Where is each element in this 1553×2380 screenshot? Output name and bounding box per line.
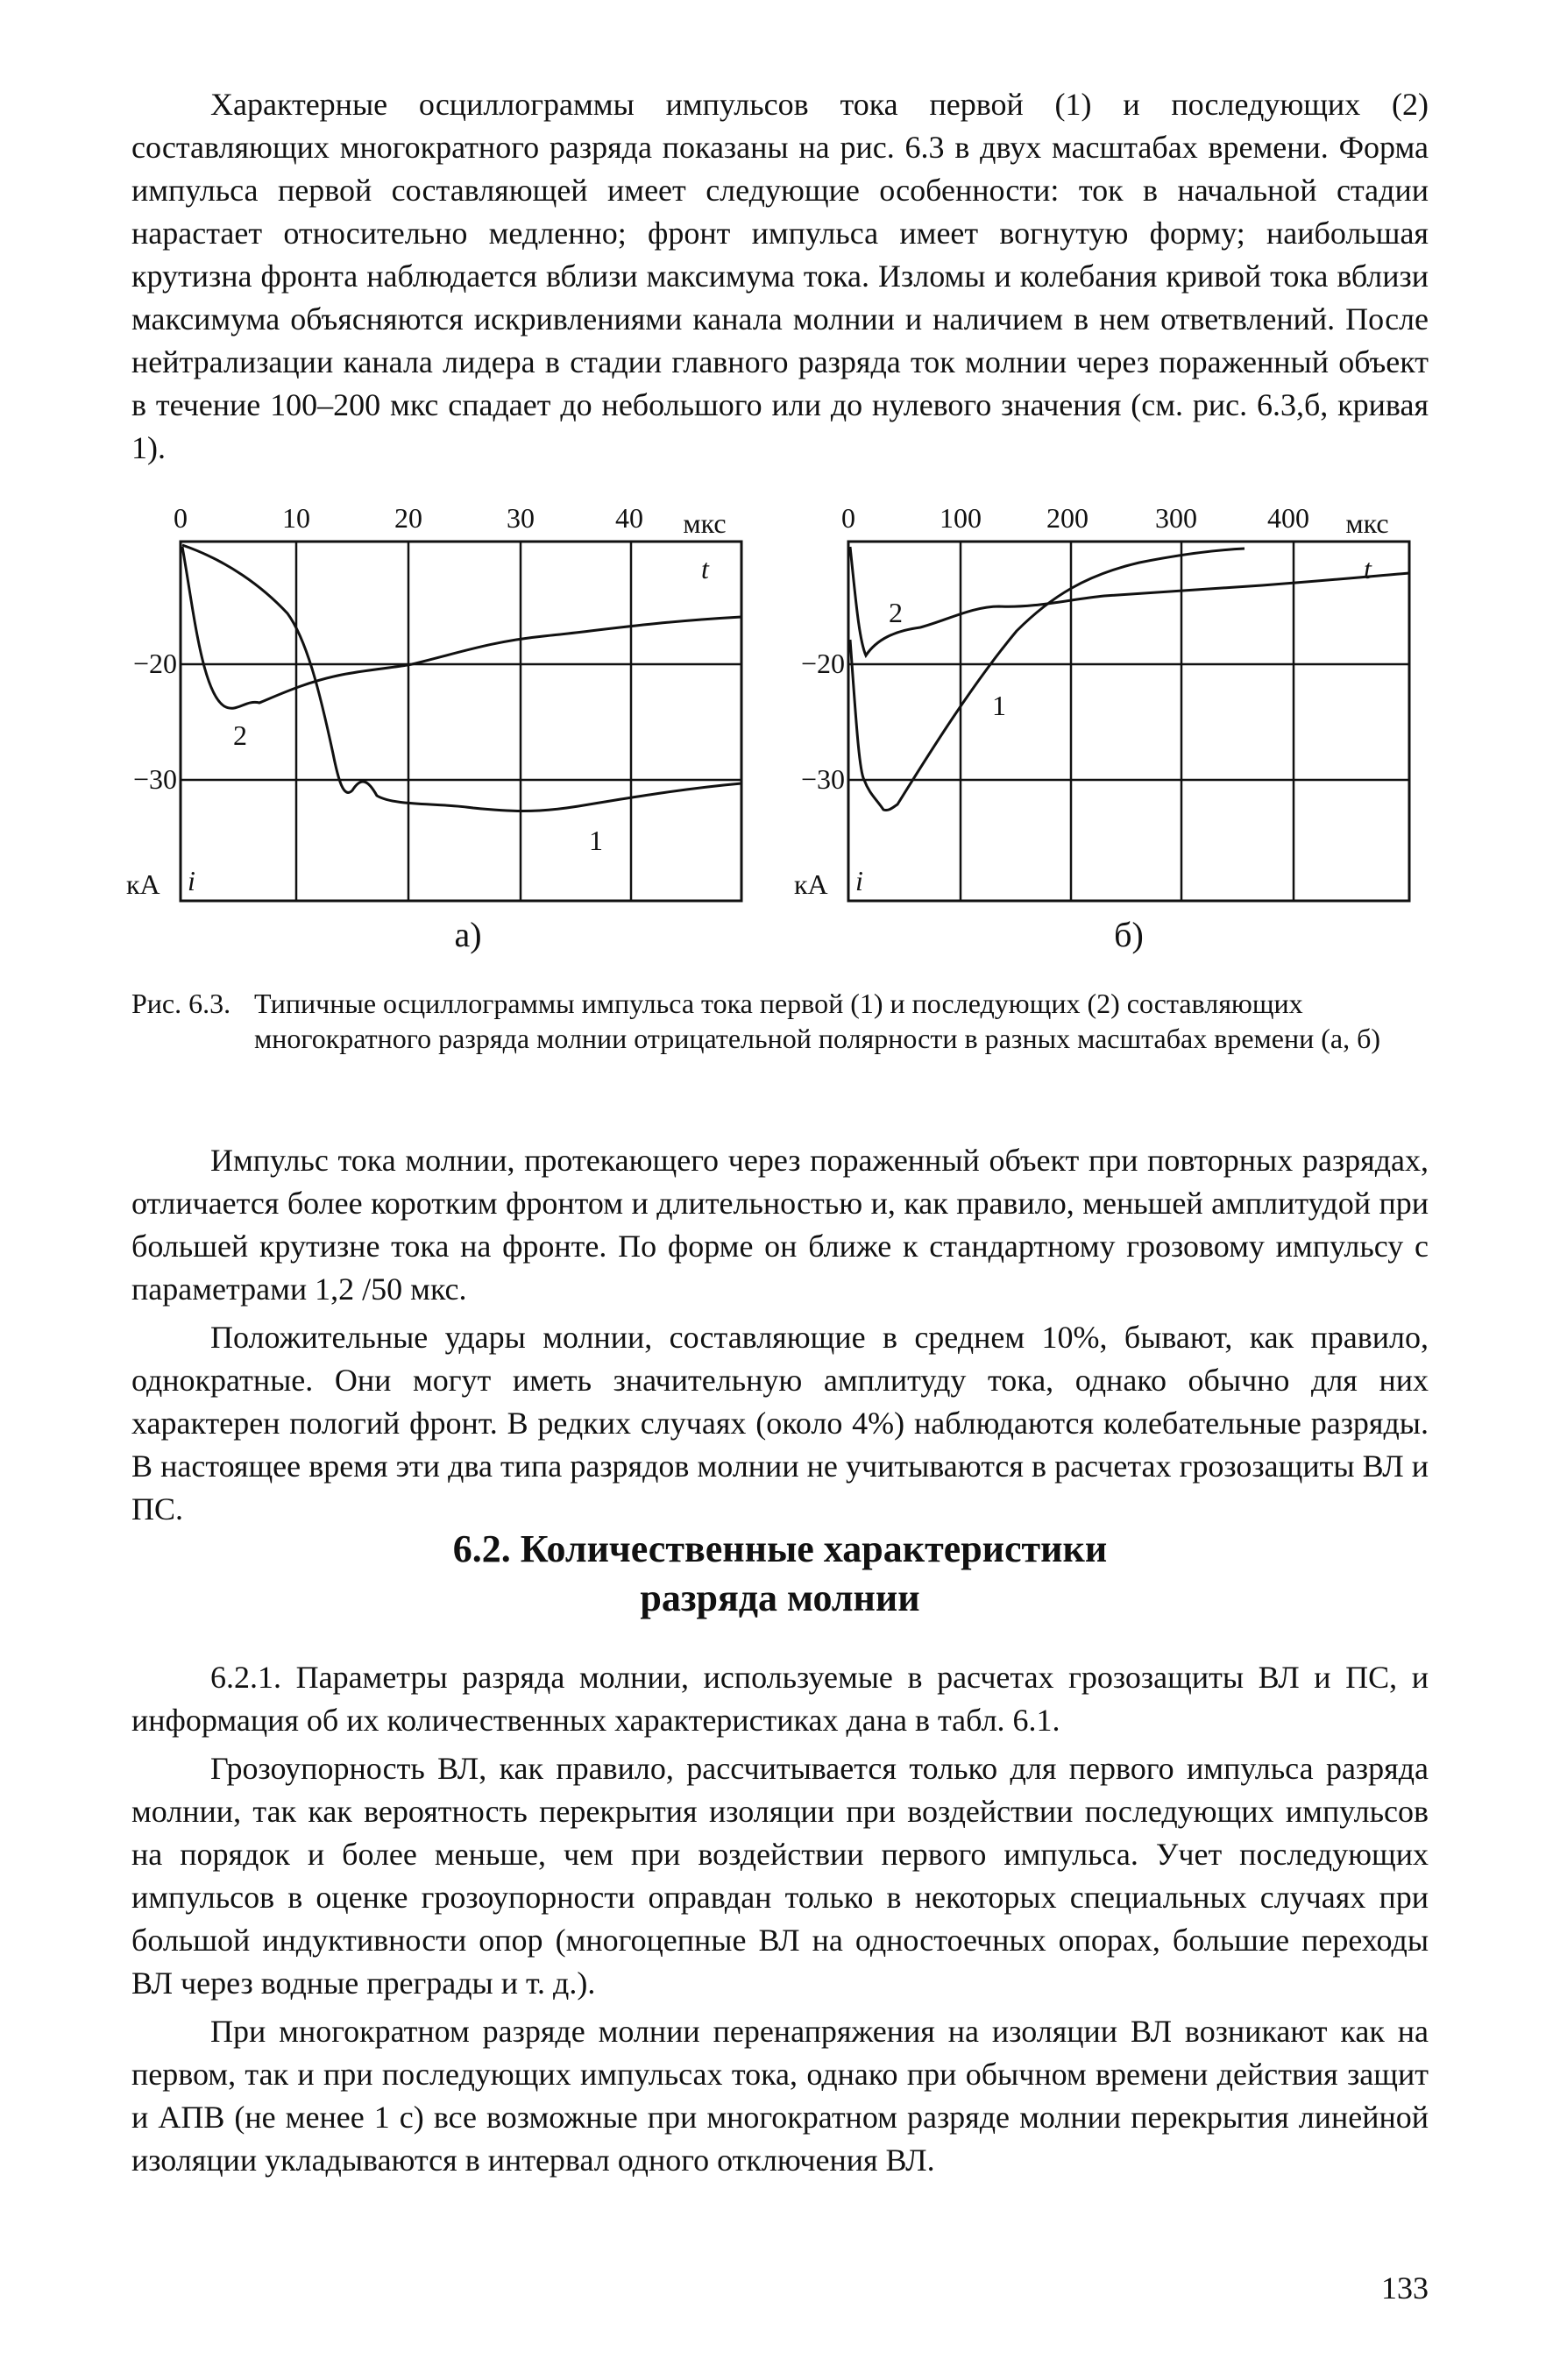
panel-a-curve-2 (182, 547, 741, 708)
section-heading-line-2: разряда молнии (640, 1576, 920, 1619)
page-number: 133 (1381, 2270, 1429, 2306)
paragraph: Импульс тока молнии, протекающего через пораженный объект при повторных разрядах, отличается более коротким фронтом и длительностью и, как правило, меньшей амплитудой при большей крутизне тока на фронте. По форме он ближе к стандартному грозовому импульсу с параметрами 1,2 /50 мкс. (131, 1143, 1429, 1307)
panel-b-tick-x-3: 300 (1155, 502, 1197, 534)
panel-a (126, 502, 741, 954)
paragraph: Грозоупорность ВЛ, как правило, рассчитывается только для первого импульса разряда молнии, так как вероятность перекрытия изоляции при воздействии последующих импульсов на порядок и более меньше, чем при воздействии первого импульса. Учет последующих импульсов в оценке грозоупорности оправдан только в некоторых специальных случаях при большой индуктивности опор (многоцепные ВЛ на одностоечных опорах, большие переходы ВЛ через водные преграды и т. д.). (131, 1751, 1429, 2001)
paragraph: При многократном разряде молнии перенапряжения на изоляции ВЛ возникают как на первом, так и при последующих импульсах тока, однако при обычном времени действия защит и АПВ (не менее 1 с) все возможные при многократном разряде молнии перекрытия линейной изоляции укладываются в интервал одного отключения ВЛ. (131, 2014, 1429, 2178)
panel-a-tick-x-2: 20 (394, 502, 422, 534)
caption-text: Типичные осциллограммы импульса тока первой (1) и последующих (2) составляющих многократного разряда молнии отрицательной полярности в разных масштабах времени (а, б) (254, 988, 1381, 1054)
intro-text (131, 83, 1429, 470)
panel-b-tick-y-1: −30 (800, 763, 845, 795)
panel-a-tick-x-3: 30 (507, 502, 535, 534)
caption-label: Рис. 6.3. (131, 988, 231, 1019)
panel-b-curve-1 (850, 549, 1245, 811)
panel-b-curve-1-label: 1 (992, 690, 1006, 721)
body-text-after-figure (131, 1139, 1429, 1531)
paragraph: 6.2.1. Параметры разряда молнии, используемые в расчетах грозозащиты ВЛ и ПС, и информация об их количественных характеристиках дана в табл. 6.1. (131, 1660, 1429, 1738)
section-heading-line-1: 6.2. Количественные характеристики (452, 1527, 1108, 1570)
figure-6-3 (105, 491, 1455, 981)
paragraph: Положительные удары молнии, составляющие в среднем 10%, бывают, как правило, однократные. Они могут иметь значительную амплитуду тока, однако обычно для них характерен пологий фронт. В редких случаях (около 4%) наблюдаются колебательные разряды. В настоящее время эти два типа разрядов молнии не учитываются в расчетах грозозащиты ВЛ и ПС. (131, 1320, 1429, 1526)
panel-b-curve-2-label: 2 (889, 597, 903, 628)
panel-a-x-symbol: t (701, 553, 709, 584)
panel-a-curve-1-label: 1 (589, 825, 603, 856)
intro-paragraph: Характерные осциллограммы импульсов тока первой (1) и последующих (2) составляющих многократного разряда показаны на рис. 6.3 в двух масштабах времени. Форма импульса первой составляющей имеет следующие особенности: ток в начальной стадии нарастает относительно медленно; фронт импульса имеет вогнутую форму; наибольшая крутизна фронта наблюдается вблизи максимума тока. Изломы и колебания кривой тока вблизи максимума объясняются искривлениями канала молнии и наличием в нем ответвлений. После нейтрализации канала лидера в стадии главного разряда ток молнии через пораженный объект в течение 100–200 мкс спадает до небольшого или до нулевого значения (см. рис. 6.3,б, кривая 1). (131, 87, 1429, 465)
panel-b-y-symbol: i (855, 865, 863, 896)
panel-a-tick-x-1: 10 (282, 502, 310, 534)
panel-b-tick-x-2: 200 (1046, 502, 1089, 534)
panel-a-label: а) (454, 915, 482, 954)
figure-caption (131, 986, 1429, 1056)
panel-a-tick-x-0: 0 (174, 502, 188, 534)
panel-a-tick-x-4: 40 (615, 502, 643, 534)
panel-a-tick-y-1: −30 (132, 763, 177, 795)
section-body-text (131, 1656, 1429, 2182)
panel-b-tick-x-0: 0 (841, 502, 855, 534)
panel-b-y-unit: кА (794, 868, 828, 900)
panel-b-curve-2 (850, 547, 1409, 655)
oscillogram-figure (105, 491, 1455, 981)
panel-a-y-symbol: i (188, 865, 195, 896)
panel-b-tick-y-0: −20 (800, 648, 845, 679)
panel-a-y-unit: кА (126, 868, 160, 900)
panel-b-tick-x-4: 400 (1267, 502, 1309, 534)
panel-a-curve-2-label: 2 (233, 719, 247, 751)
panel-b-x-unit: мкс (1345, 507, 1389, 539)
panel-a-x-unit: мкс (683, 507, 727, 539)
panel-b (794, 502, 1409, 954)
panel-b-tick-x-1: 100 (940, 502, 982, 534)
panel-a-curve-1 (182, 545, 741, 811)
section-heading (131, 1525, 1429, 1623)
panel-b-label: б) (1114, 915, 1144, 954)
panel-a-frame (181, 542, 741, 901)
panel-a-tick-y-0: −20 (132, 648, 177, 679)
panel-b-x-symbol: t (1364, 553, 1372, 584)
